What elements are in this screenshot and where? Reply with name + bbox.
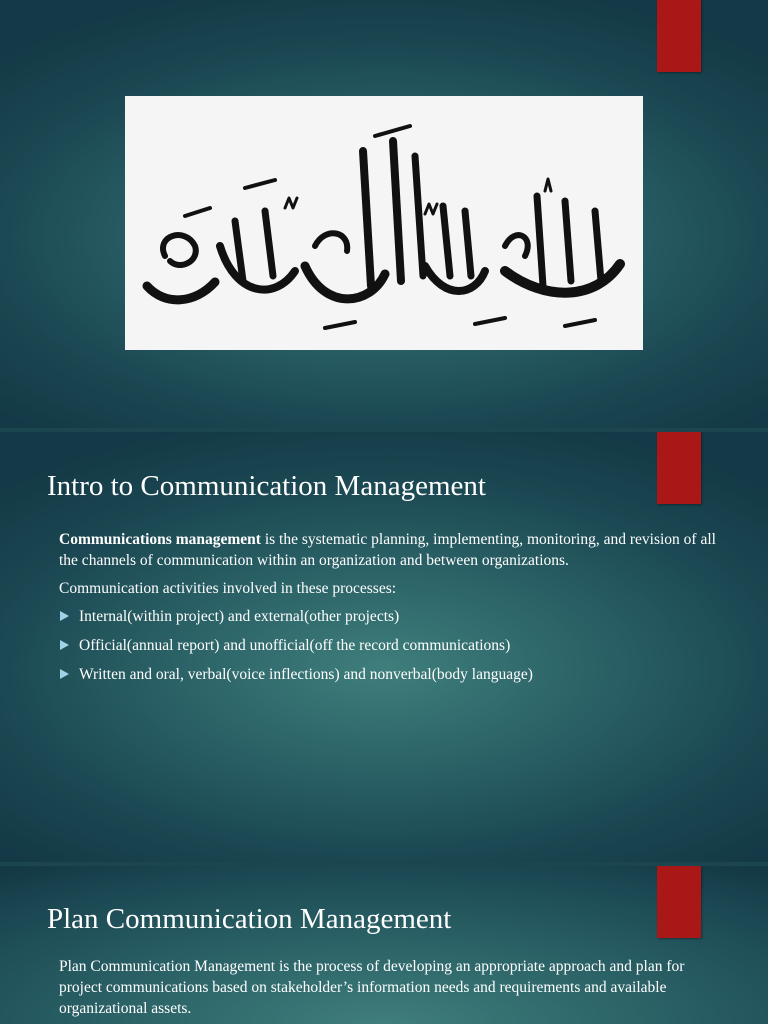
triangle-bullet-icon (60, 669, 69, 679)
red-accent-bar (657, 432, 701, 504)
bismillah-calligraphy-image (125, 96, 643, 350)
slide-intro (0, 432, 768, 862)
definition-text: is the systematic planning, implementing, monitoring, and revision of all the channels of communication within an organization and between organizations. (59, 531, 716, 569)
slide-body (59, 956, 719, 1024)
slide-title: Intro to Communication Management (47, 470, 486, 502)
red-accent-bar (657, 866, 701, 938)
definition-paragraph (59, 529, 719, 571)
bullet-text: Written and oral, verbal(voice inflections) and nonverbal(body language) (79, 666, 533, 683)
triangle-bullet-icon (60, 640, 69, 650)
bullet-item (59, 606, 719, 627)
slide-plan (0, 866, 768, 1024)
slide-bismillah (0, 0, 768, 428)
bullet-list (59, 606, 719, 685)
red-accent-bar (657, 0, 701, 72)
triangle-bullet-icon (60, 611, 69, 621)
bismillah-calligraphy-icon (125, 96, 643, 350)
slide-title: Plan Communication Management (47, 903, 452, 935)
bullet-text: Official(annual report) and unofficial(off the record communications) (79, 637, 511, 654)
bullet-item (59, 635, 719, 656)
bullet-text: Internal(within project) and external(other projects) (79, 608, 400, 625)
activities-intro: Communication activities involved in these processes: (59, 580, 397, 597)
definition-term: Communications management (59, 531, 261, 548)
slide-body (59, 529, 719, 693)
plan-paragraph: Plan Communication Management is the process of developing an appropriate approach and plan for project communications based on stakeholder’s information needs and requirements and available organizational assets. (59, 958, 685, 1017)
bullet-item (59, 664, 719, 685)
